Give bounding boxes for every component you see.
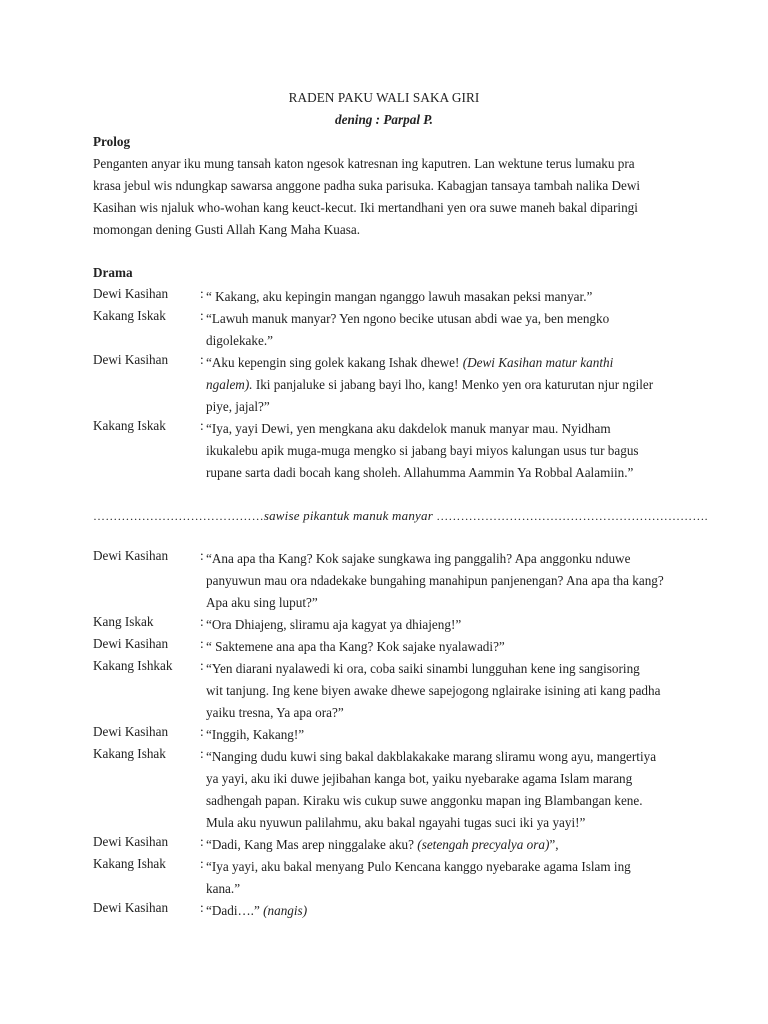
speaker-colon: :: [200, 900, 204, 915]
speech-segment: “Lawuh manuk manyar? Yen ngono becike utusan abdi wae ya, ben mengko: [206, 311, 610, 326]
speech-line: [206, 900, 696, 922]
dialogue-turn: [93, 746, 693, 830]
speaker-colon: :: [200, 636, 204, 651]
speaker-colon: :: [200, 614, 204, 629]
speech-line: [206, 352, 696, 374]
speech-text: [206, 658, 696, 724]
speaker-colon: :: [200, 856, 204, 871]
dialogue-turn: [93, 724, 693, 746]
prolog-line: momongan dening Gusti Allah Kang Maha Kuasa.: [93, 222, 361, 237]
dialogue-turn: [93, 352, 693, 414]
speech-segment: “Ana apa tha Kang? Kok sajake sungkawa ing panggalih? Apa anggonku nduwe: [206, 551, 631, 566]
speech-segment: panyuwun mau ora ndadekake bungahing manahipun panjenengan? Ana apa tha kang?: [206, 573, 664, 588]
speaker-name: Dewi Kasihan: [93, 548, 169, 563]
stage-direction: (nangis): [263, 903, 308, 918]
speech-line: [206, 440, 696, 462]
speech-line: [206, 570, 696, 592]
speech-line: [206, 374, 696, 396]
speaker-name: Dewi Kasihan: [93, 636, 169, 651]
speech-segment: ”,: [549, 837, 559, 852]
speech-text: [206, 636, 696, 658]
speech-text: [206, 352, 696, 418]
speech-line: [206, 658, 696, 680]
speaker-colon: :: [200, 724, 204, 739]
divider-dots-left: ……………………………………: [93, 509, 264, 523]
speaker-name: Kakang Ishak: [93, 746, 166, 761]
speech-segment: sadhengah papan. Kiraku wis cukup suwe anggonku mapan ing Blambangan kene.: [206, 793, 643, 808]
dialogue-turn: [93, 856, 693, 896]
dialogue-turn: [93, 636, 693, 658]
speech-segment: “ Saktemene ana apa tha Kang? Kok sajake nyalawadi?”: [206, 639, 505, 654]
speech-segment: “Ora Dhiajeng, sliramu aja kagyat ya dhiajeng!”: [206, 617, 462, 632]
prolog-paragraph: [93, 153, 673, 241]
speech-segment: “Iya yayi, aku bakal menyang Pulo Kencana kanggo nyebarake agama Islam ing: [206, 859, 631, 874]
speech-segment: “Dadi, Kang Mas arep ninggalake aku?: [206, 837, 418, 852]
dialogue-turn: [93, 834, 693, 856]
speech-text: [206, 834, 696, 856]
divider-dots-right: ………………………………………………………….: [436, 509, 708, 523]
speaker-colon: :: [200, 746, 204, 761]
prolog-heading: Prolog: [93, 134, 131, 149]
speaker-name: Kang Iskak: [93, 614, 154, 629]
speech-line: [206, 746, 696, 768]
speech-segment: piye, jajal?”: [206, 399, 270, 414]
speaker-name: Dewi Kasihan: [93, 834, 169, 849]
dialogue-turn: [93, 614, 693, 636]
speech-segment: ya yayi, aku iki duwe jejibahan kanga bot, yaiku nyebarake agama Islam marang: [206, 771, 633, 786]
speech-line: [206, 636, 696, 658]
speech-text: [206, 746, 696, 834]
speech-text: [206, 418, 696, 484]
speaker-name: Dewi Kasihan: [93, 286, 169, 301]
speech-text: [206, 308, 696, 352]
speech-line: [206, 462, 696, 484]
speech-segment: digolekake.”: [206, 333, 274, 348]
speech-segment: Apa aku sing luput?”: [206, 595, 318, 610]
speech-segment: “ Kakang, aku kepingin mangan nganggo lawuh masakan peksi manyar.”: [206, 289, 593, 304]
speaker-name: Kakang Iskak: [93, 418, 166, 433]
stage-direction: ngalem).: [206, 377, 253, 392]
speech-segment: “Yen diarani nyalawedi ki ora, coba saiki sinambi lungguhan kene ing sangisoring: [206, 661, 640, 676]
prolog-line: krasa jebul wis ndungkap sawarsa anggone padha suka parisuka. Kabagjan tansaya tambah nalika Dewi: [93, 178, 641, 193]
speech-line: [206, 834, 696, 856]
dialogue-turn: [93, 308, 693, 348]
speaker-name: Kakang Ishak: [93, 856, 166, 871]
speech-text: [206, 900, 696, 922]
prolog-line: Kasihan wis njaluk who-wohan kang keuct-kecut. Iki mertandhani yen ora suwe maneh bakal diparingi: [93, 200, 638, 215]
speech-segment: rupane sarta dadi bocah kang sholeh. Allahumma Aammin Ya Robbal Aalamiin.”: [206, 465, 634, 480]
speaker-name: Dewi Kasihan: [93, 724, 169, 739]
speech-line: [206, 812, 696, 834]
speech-line: [206, 330, 696, 352]
speaker-name: Kakang Ishkak: [93, 658, 173, 673]
speech-line: [206, 878, 696, 900]
speech-line: [206, 418, 696, 440]
divider-text: sawise pikantuk manuk manyar: [263, 508, 433, 523]
speaker-name: Dewi Kasihan: [93, 352, 169, 367]
speech-line: [206, 592, 696, 614]
dialogue-turn: [93, 418, 693, 480]
speaker-colon: :: [200, 352, 204, 367]
speech-text: [206, 724, 696, 746]
speech-line: [206, 724, 696, 746]
speech-line: [206, 680, 696, 702]
document-title: RADEN PAKU WALI SAKA GIRI: [288, 90, 480, 105]
speech-line: [206, 856, 696, 878]
speech-line: [206, 548, 696, 570]
speaker-name: Dewi Kasihan: [93, 900, 169, 915]
speech-text: [206, 856, 696, 900]
speaker-colon: :: [200, 658, 204, 673]
speech-line: [206, 308, 696, 330]
speech-segment: kana.”: [206, 881, 241, 896]
speaker-colon: :: [200, 548, 204, 563]
speech-line: [206, 396, 696, 418]
speech-segment: “Nanging dudu kuwi sing bakal dakblakakake marang sliramu wong ayu, mangertiya: [206, 749, 657, 764]
drama-heading: Drama: [93, 265, 133, 280]
speech-segment: Iki panjaluke si jabang bayi lho, kang! Menko yen ora katurutan njur ngiler: [252, 377, 654, 392]
speech-segment: “Dadi….”: [206, 903, 264, 918]
speech-line: [206, 790, 696, 812]
stage-direction: (Dewi Kasihan matur kanthi: [462, 355, 614, 370]
speech-line: [206, 286, 696, 308]
speech-line: [206, 702, 696, 724]
speaker-colon: :: [200, 418, 204, 433]
speech-segment: “Inggih, Kakang!”: [206, 727, 305, 742]
speech-segment: wit tanjung. Ing kene biyen awake dhewe sapejogong nglairake isining ati kang padha: [206, 683, 661, 698]
dialogue-turn: [93, 548, 693, 610]
speech-line: [206, 614, 696, 636]
speech-text: [206, 548, 696, 614]
dialogue-turn: [93, 900, 693, 922]
speech-segment: “Iya, yayi Dewi, yen mengkana aku dakdelok manuk manyar mau. Nyidham: [206, 421, 611, 436]
speech-text: [206, 286, 696, 308]
speaker-colon: :: [200, 308, 204, 323]
scene-divider: [93, 508, 708, 524]
speaker-colon: :: [200, 834, 204, 849]
speaker-name: Kakang Iskak: [93, 308, 166, 323]
dialogue-turn: [93, 286, 693, 308]
speech-segment: ikukalebu apik muga-muga mengko si jabang bayi miyos kalungan usus tur bagus: [206, 443, 639, 458]
dialogue-turn: [93, 658, 693, 720]
document-byline: dening : Parpal P.: [335, 112, 433, 127]
stage-direction: (setengah precyalya ora): [417, 837, 550, 852]
speech-line: [206, 768, 696, 790]
speech-segment: “Aku kepengin sing golek kakang Ishak dhewe!: [206, 355, 463, 370]
prolog-line: Penganten anyar iku mung tansah katon ngesok katresnan ing kaputren. Lan wektune terus lumaku pra: [93, 156, 635, 171]
speech-segment: yaiku tresna, Ya apa ora?”: [206, 705, 344, 720]
speaker-colon: :: [200, 286, 204, 301]
speech-segment: Mula aku nyuwun palilahmu, aku bakal ngayahi tugas suci iki ya yayi!”: [206, 815, 586, 830]
speech-text: [206, 614, 696, 636]
